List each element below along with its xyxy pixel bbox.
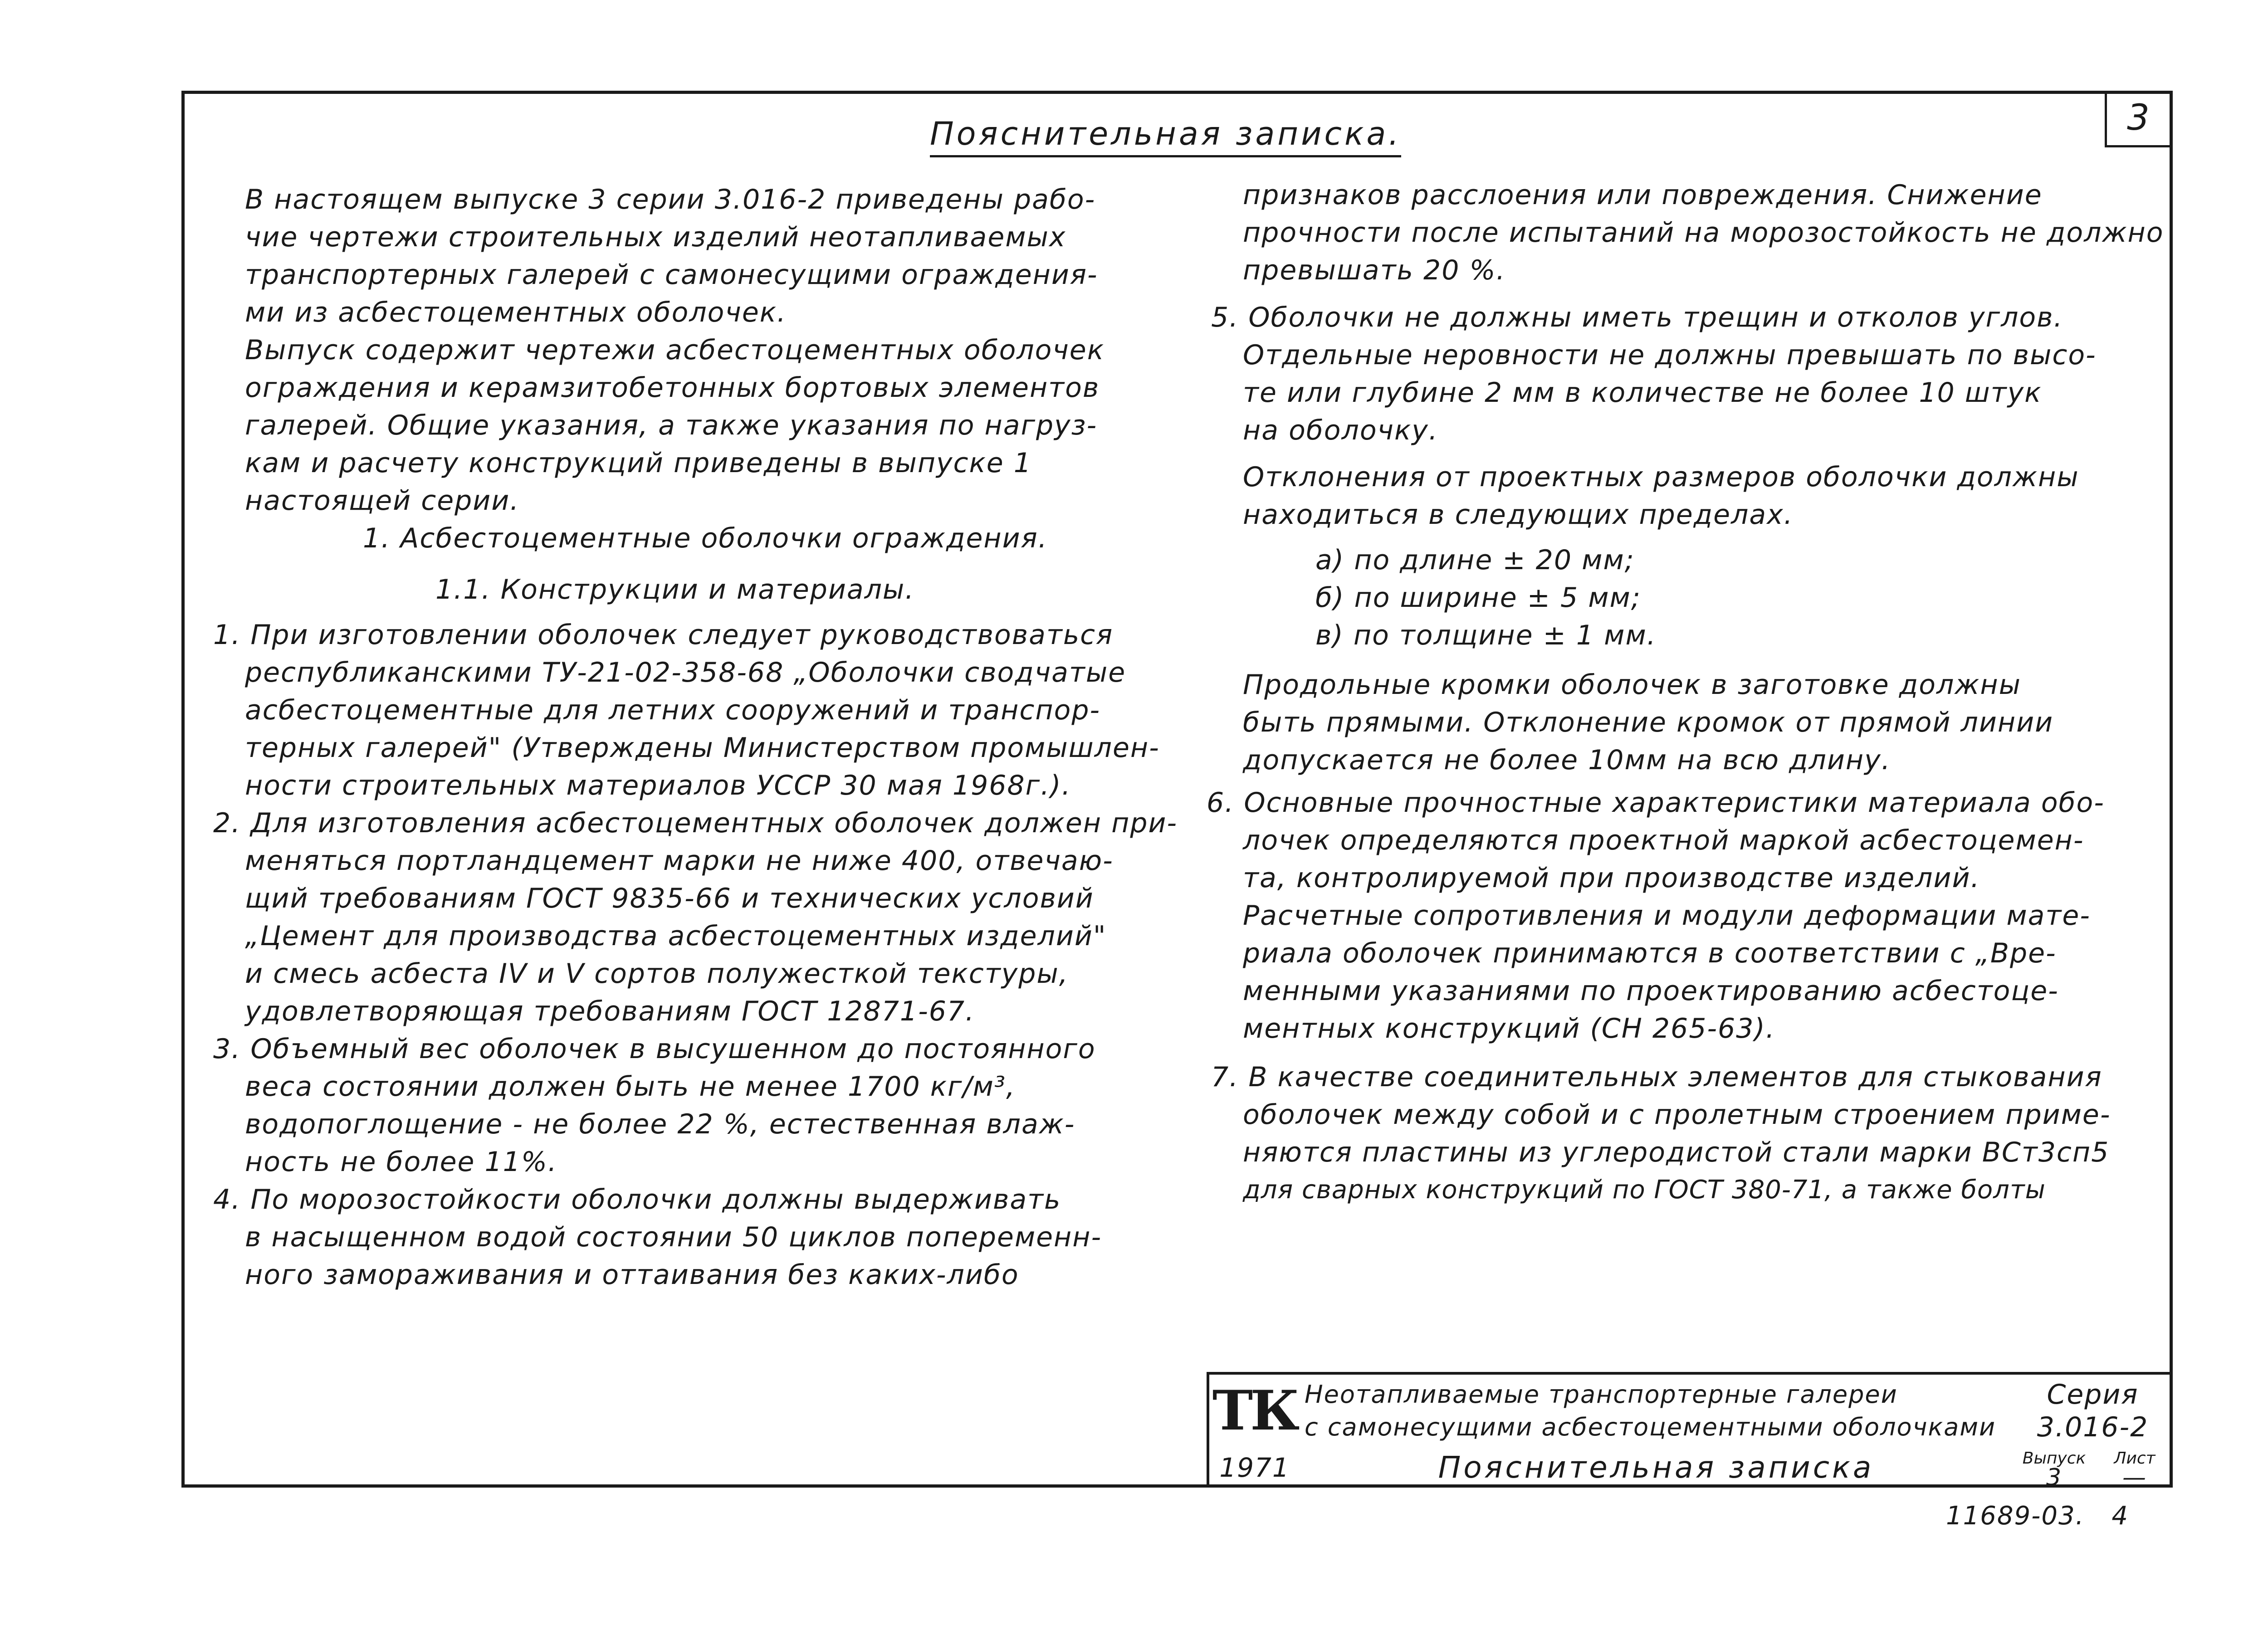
series-value: 3.016-2 [2037,1411,2149,1443]
tk-logo: ТК [1212,1379,1297,1443]
text-line: ми из асбестоцементных оболочек. [245,297,787,328]
text-line: для сварных конструкций по ГОСТ 380-71, а также болты [1243,1175,2046,1205]
text-line: 1. При изготовлении оболочек следует руководствоваться [213,619,1114,651]
text-line: республиканскими ТУ-21-02-358-68 „Оболочки сводчатые [245,657,1126,688]
text-line: Выпуск содержит чертежи асбестоцементных оболочек [245,334,1105,366]
list-value: — [2122,1464,2147,1491]
text-line: находиться в следующих пределах. [1243,499,1794,531]
text-line: а) по длине ± 20 мм; [1315,544,1635,576]
text-line: меняться портландцемент марки не ниже 400, отвечаю- [245,845,1114,877]
text-line: прочности после испытаний на морозостойкость не должно [1243,217,2164,249]
text-line: допускается не более 10мм на всю длину. [1243,744,1891,776]
text-line: асбестоцементные для летних сооружений и транспор- [245,694,1101,726]
text-line: и смесь асбеста IV и V сортов полужесткой текстуры, [245,958,1069,990]
text-line: Продольные кромки оболочек в заготовке должны [1243,669,2021,701]
text-line: быть прямыми. Отклонение кромок от прямой линии [1243,707,2054,738]
text-line: лочек определяются проектной маркой асбестоцемен- [1243,825,2084,856]
text-line: ности строительных материалов УССР 30 мая 1968г.). [245,770,1071,801]
text-line: Отдельные неровности не должны превышать по высо- [1243,339,2097,371]
vypusk-label: Выпуск [2022,1449,2086,1468]
text-line: водопоглощение - не более 22 %, естественная влаж- [245,1108,1075,1140]
title-block-title [1300,1375,2012,1449]
text-line: галерей. Общие указания, а также указания по нагруз- [245,410,1098,441]
text-line: менными указаниями по проектированию асбестоце- [1243,975,2059,1007]
text-line: ность не более 11%. [245,1146,557,1178]
text-line: 7. В качестве соединительных элементов для стыкования [1211,1061,2102,1093]
sheet-name: Пояснительная записка [1438,1450,1874,1485]
title-block [1207,1372,2170,1491]
text-line: превышать 20 %. [1243,254,1506,286]
text-line: оболочек между собой и с пролетным строением приме- [1243,1099,2111,1131]
text-line: 3. Объемный вес оболочек в высушенном до постоянного [213,1033,1096,1065]
text-line: „Цемент для производства асбестоцементных изделий" [245,920,1107,952]
text-line: няются пластины из углеродистой стали марки ВСт3сп5 [1243,1137,2110,1168]
text-line: Расчетные сопротивления и модули деформации мате- [1243,900,2091,932]
subsection-heading: 1.1. Конструкции и материалы. [435,574,915,605]
list-cell [2096,1449,2173,1491]
text-line: щий требованиям ГОСТ 9835-66 и технических условий [245,883,1094,914]
series-label: Серия [2047,1379,2139,1410]
archive-page-number: 4 [2112,1501,2129,1531]
archive-code-number: 11689-03. [1946,1501,2085,1531]
list-label: Лист [2114,1449,2156,1468]
vypusk-value: 3 [2046,1464,2063,1491]
text-line: та, контролируемой при производстве изделий. [1243,862,1980,894]
text-line: В настоящем выпуске 3 серии 3.016-2 приведены рабо- [245,184,1096,215]
text-line: терных галерей" (Утверждены Министерством промышлен- [245,732,1160,764]
title-block-title-line2: с самонесущими асбестоцементными оболочками [1305,1413,1996,1441]
text-line: транспортерных галерей с самонесущими ограждения- [245,259,1098,291]
text-line: в) по толщине ± 1 мм. [1315,620,1657,651]
page-title: Пояснительная записка. [930,113,1401,157]
text-line: удовлетворяющая требованиям ГОСТ 12871-67. [245,995,975,1027]
text-line: б) по ширине ± 5 мм; [1315,582,1642,614]
text-line: 6. Основные прочностные характеристики материала обо- [1207,787,2105,819]
series-cell [2012,1375,2173,1449]
sheet-number: 3 [2105,93,2170,147]
text-line: кам и расчету конструкций приведены в выпуске 1 [245,447,1032,479]
text-line: 4. По морозостойкости оболочки должны выдерживать [213,1184,1061,1215]
text-line: ментных конструкций (СН 265-63). [1243,1013,1775,1044]
text-line: те или глубине 2 мм в количестве не более 10 штук [1243,377,2042,409]
text-line: чие чертежи строительных изделий неотапливаемых [245,221,1066,253]
text-line: на оболочку. [1243,415,1438,446]
text-line: ного замораживания и оттаивания без каких-либо [245,1259,1019,1291]
text-line: настоящей серии. [245,485,520,517]
text-line: ограждения и керамзитобетонных бортовых элементов [245,372,1100,404]
text-line: риала оболочек принимаются в соответствии с „Вре- [1243,937,2057,969]
text-line: Отклонения от проектных размеров оболочки должны [1243,461,2079,493]
text-line: 2. Для изготовления асбестоцементных оболочек должен при- [213,807,1178,839]
year-cell: 1971 [1219,1452,1290,1483]
vypusk-cell [2012,1449,2096,1491]
section-heading: 1. Асбестоцементные оболочки ограждения. [363,522,1048,554]
text-line: признаков расслоения или повреждения. Снижение [1243,179,2043,211]
text-line: в насыщенном водой состоянии 50 циклов попеременн- [245,1221,1102,1253]
text-line: 5. Оболочки не должны иметь трещин и отколов углов. [1211,302,2063,333]
archive-code [1946,1501,2129,1531]
title-block-title-line1: Неотапливаемые транспортерные галереи [1305,1380,1898,1409]
text-line: веса состоянии должен быть не менее 1700 кг/м³, [245,1071,1016,1103]
